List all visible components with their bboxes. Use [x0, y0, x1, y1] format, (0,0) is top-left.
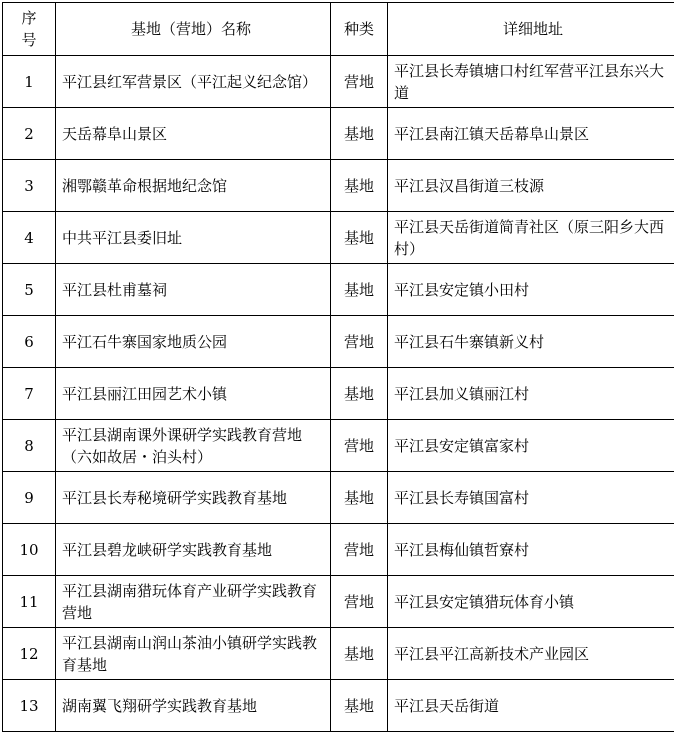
row-kind: 基地	[331, 472, 388, 524]
header-row	[3, 3, 674, 56]
row-kind: 基地	[331, 160, 388, 212]
row-kind: 基地	[331, 264, 388, 316]
table-row	[3, 56, 674, 108]
row-kind: 基地	[331, 368, 388, 420]
table-row	[3, 680, 674, 732]
row-kind: 营地	[331, 420, 388, 472]
row-index: 11	[3, 576, 56, 628]
row-name: 天岳幕阜山景区	[56, 108, 331, 160]
row-index: 2	[3, 108, 56, 160]
row-index: 6	[3, 316, 56, 368]
row-address: 平江县天岳街道	[388, 680, 674, 732]
row-index: 8	[3, 420, 56, 472]
row-kind: 基地	[331, 108, 388, 160]
table-row	[3, 576, 674, 628]
row-name: 平江县湖南山润山茶油小镇研学实践教育基地	[56, 628, 331, 680]
row-address: 平江县安定镇富家村	[388, 420, 674, 472]
table-row	[3, 212, 674, 264]
row-name: 平江县红军营景区（平江起义纪念馆）	[56, 56, 331, 108]
row-index: 4	[3, 212, 56, 264]
row-index: 7	[3, 368, 56, 420]
row-name: 平江县湖南课外课研学实践教育营地（六如故居・泊头村）	[56, 420, 331, 472]
row-index: 12	[3, 628, 56, 680]
row-kind: 营地	[331, 576, 388, 628]
row-kind: 基地	[331, 680, 388, 732]
row-index: 3	[3, 160, 56, 212]
row-address: 平江县汉昌街道三枝源	[388, 160, 674, 212]
row-name: 平江县碧龙峡研学实践教育基地	[56, 524, 331, 576]
row-address: 平江县平江高新技术产业园区	[388, 628, 674, 680]
row-index: 13	[3, 680, 56, 732]
table-row	[3, 316, 674, 368]
camp-base-table	[2, 2, 674, 732]
row-address: 平江县南江镇天岳幕阜山景区	[388, 108, 674, 160]
row-index: 1	[3, 56, 56, 108]
row-name: 平江县湖南猎玩体育产业研学实践教育营地	[56, 576, 331, 628]
row-name: 平江县丽江田园艺术小镇	[56, 368, 331, 420]
row-address: 平江县石牛寨镇新义村	[388, 316, 674, 368]
row-address: 平江县加义镇丽江村	[388, 368, 674, 420]
header-kind: 种类	[331, 3, 388, 56]
row-index: 10	[3, 524, 56, 576]
row-name: 平江县长寿秘境研学实践教育基地	[56, 472, 331, 524]
row-kind: 基地	[331, 628, 388, 680]
row-index: 5	[3, 264, 56, 316]
table-row	[3, 628, 674, 680]
row-kind: 营地	[331, 524, 388, 576]
table-row	[3, 160, 674, 212]
table-row	[3, 108, 674, 160]
table-row	[3, 524, 674, 576]
row-name: 中共平江县委旧址	[56, 212, 331, 264]
row-address: 平江县天岳街道简青社区（原三阳乡大西村）	[388, 212, 674, 264]
header-index: 序号	[3, 3, 56, 56]
table-row	[3, 472, 674, 524]
row-address: 平江县梅仙镇哲寮村	[388, 524, 674, 576]
row-kind: 营地	[331, 56, 388, 108]
row-kind: 营地	[331, 316, 388, 368]
row-name: 平江县杜甫墓祠	[56, 264, 331, 316]
header-address: 详细地址	[388, 3, 674, 56]
row-address: 平江县长寿镇国富村	[388, 472, 674, 524]
row-name: 湘鄂赣革命根据地纪念馆	[56, 160, 331, 212]
table-row	[3, 264, 674, 316]
table-row	[3, 420, 674, 472]
row-kind: 基地	[331, 212, 388, 264]
header-name: 基地（营地）名称	[56, 3, 331, 56]
row-name: 湖南翼飞翔研学实践教育基地	[56, 680, 331, 732]
row-index: 9	[3, 472, 56, 524]
row-address: 平江县长寿镇塘口村红军营平江县东兴大道	[388, 56, 674, 108]
table-row	[3, 368, 674, 420]
row-address: 平江县安定镇猎玩体育小镇	[388, 576, 674, 628]
row-address: 平江县安定镇小田村	[388, 264, 674, 316]
row-name: 平江石牛寨国家地质公园	[56, 316, 331, 368]
